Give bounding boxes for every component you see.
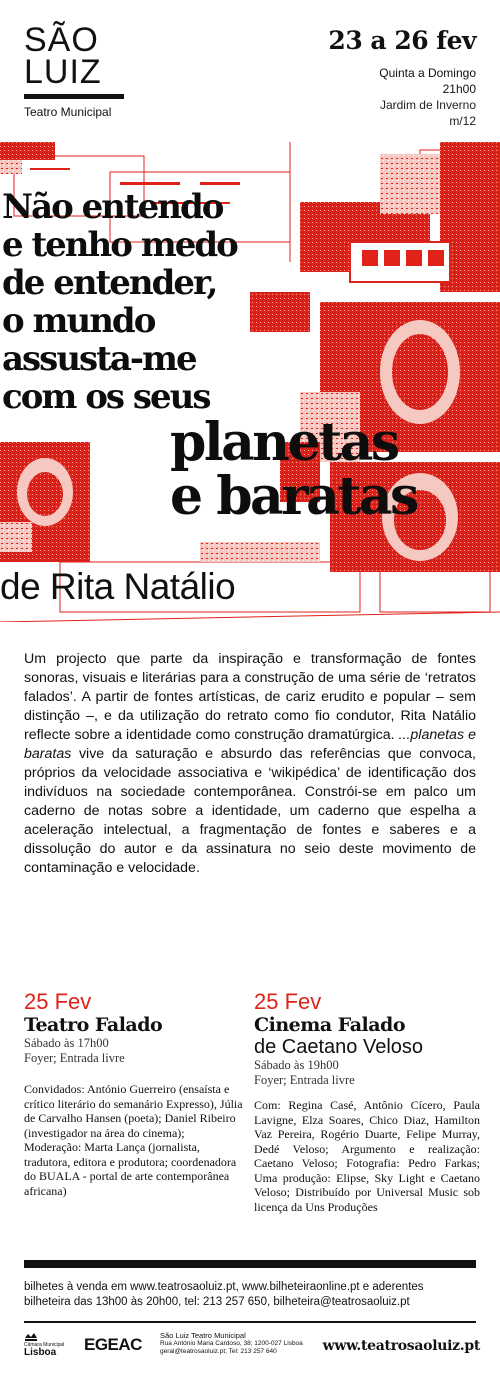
session-place: Foyer; Entrada livre bbox=[254, 1073, 355, 1087]
website-link[interactable]: www.teatrosaoluiz.pt bbox=[322, 1338, 480, 1354]
quote-line: com os seus bbox=[2, 377, 210, 417]
event-dates: 23 a 26 fev bbox=[328, 26, 476, 55]
session-subtitle: de Caetano Veloso bbox=[254, 1036, 424, 1058]
hero-collage bbox=[0, 142, 500, 622]
event-time: 21h00 bbox=[442, 82, 476, 96]
session-date: 25 Fev bbox=[254, 989, 322, 1014]
ticket-info-line: bilheteira das 13h00 às 20h00, tel: 213 257 650, bilheteira@teatrosaoluiz.pt bbox=[24, 1296, 410, 1308]
quote-line: o mundo bbox=[2, 301, 155, 341]
cml-lisboa: Lisboa bbox=[24, 1347, 57, 1358]
author-credit: de Rita Natálio bbox=[0, 566, 236, 607]
cml-label: Câmara Municipal bbox=[24, 1342, 65, 1348]
session-time: Sábado às 17h00 bbox=[24, 1036, 109, 1050]
event-info bbox=[328, 26, 476, 129]
session-place: Foyer; Entrada livre bbox=[24, 1051, 125, 1065]
quote-line: Não entendo bbox=[2, 187, 223, 227]
event-venue: Jardim de Inverno bbox=[379, 98, 476, 112]
address-line: Rua António Maria Cardoso, 38; 1200-027 Lisboa bbox=[160, 1340, 303, 1347]
event-days: Quinta a Domingo bbox=[379, 66, 476, 80]
address-name: São Luiz Teatro Municipal bbox=[160, 1331, 246, 1340]
ticket-info bbox=[24, 1280, 484, 1310]
sao-luiz-logo bbox=[24, 21, 128, 119]
quote-headline bbox=[2, 187, 500, 527]
session-cinema-falado bbox=[254, 990, 480, 1214]
event-rating: m/12 bbox=[449, 114, 476, 128]
show-description bbox=[24, 650, 476, 878]
lisboa-crest-icon bbox=[24, 1332, 38, 1342]
logo-bar bbox=[24, 94, 124, 99]
quote-line: e tenho medo bbox=[2, 225, 237, 265]
footer-rule-thick bbox=[24, 1260, 476, 1268]
session-date: 25 Fev bbox=[24, 989, 92, 1014]
footer-rule-thin bbox=[24, 1321, 476, 1323]
camara-municipal-lisboa-logo bbox=[24, 1332, 66, 1358]
description-italic-title: ...planetas e baratas bbox=[24, 727, 476, 762]
venue-address bbox=[160, 1332, 303, 1356]
session-title: Cinema Falado bbox=[254, 1014, 406, 1036]
logo-line-sao: SÃO bbox=[24, 21, 99, 59]
ticket-info-line: bilhetes à venda em www.teatrosaoluiz.pt, www.bilheteiraonline.pt e aderentes bbox=[24, 1281, 424, 1293]
session-time: Sábado às 19h00 bbox=[254, 1058, 339, 1072]
session-title: Teatro Falado bbox=[24, 1014, 163, 1036]
logo-subtitle: Teatro Municipal bbox=[24, 105, 112, 119]
session-teatro-falado bbox=[24, 990, 244, 1198]
egeac-logo: EGEAC bbox=[84, 1335, 142, 1354]
quote-big-line: planetas bbox=[170, 412, 398, 473]
address-line: geral@teatrosaoluiz.pt; Tel: 213 257 640 bbox=[160, 1348, 277, 1355]
logo-line-luiz: LUIZ bbox=[24, 53, 102, 91]
description-part2: vive da saturação e absurdo das referências que convoca, próprios da velocidade associativa e ‘wikipédica’ de identificação dos indivíduos na sociedade contemporânea. Constrói-se em palco um caderno de notas sobre a identidade, um caderno que espelha a aceleração intelectual, a fragmentação de fontes e saberes e a dissolução do autor e da assinatura no seio deste movimento de contaminação e velocidade. bbox=[24, 746, 476, 876]
quote-line: de entender, bbox=[2, 263, 217, 303]
footer-brand-bar bbox=[24, 1330, 480, 1360]
session-details: Convidados: António Guerreiro (ensaísta e crítico literário do semanário Expresso), Júlia de Carvalho Hansen (poeta); Daniel Ribeiro (investigador na área do cinema); Moderação: Marta Lança (jornalista, tradutora, editora e produtora; coordenadora do BUALA - portal de arte contemporânea africana) bbox=[24, 1082, 243, 1198]
description-part1: Um projecto que parte da inspiração e transformação de fontes sonoras, visuais e literárias para a construção de uma série de ‘retratos falados’. A partir de fontes artísticas, de cariz erudito e popular – sem distinção –, e da utilização do retrato como fio condutor, Rita Natálio reflecte sobre a identidade como construção dramatúrgica. bbox=[24, 651, 476, 743]
quote-line: assusta-me bbox=[2, 339, 196, 379]
session-details: Com: Regina Casé, Antônio Cícero, Paula Lavigne, Elza Soares, Chico Diaz, Hamilton Vaz Pereira, Rogério Duarte, Felipe Murray, Dedé Veloso; Argumento e realização: Caetano Veloso; Fotografia: Pedro Farkas; Uma produção: Elipse, Sky Light e Caetano Veloso; Distribuído por Universal Music sob licença da Uns Produções bbox=[254, 1098, 480, 1214]
quote-big-line: e baratas bbox=[170, 466, 417, 527]
